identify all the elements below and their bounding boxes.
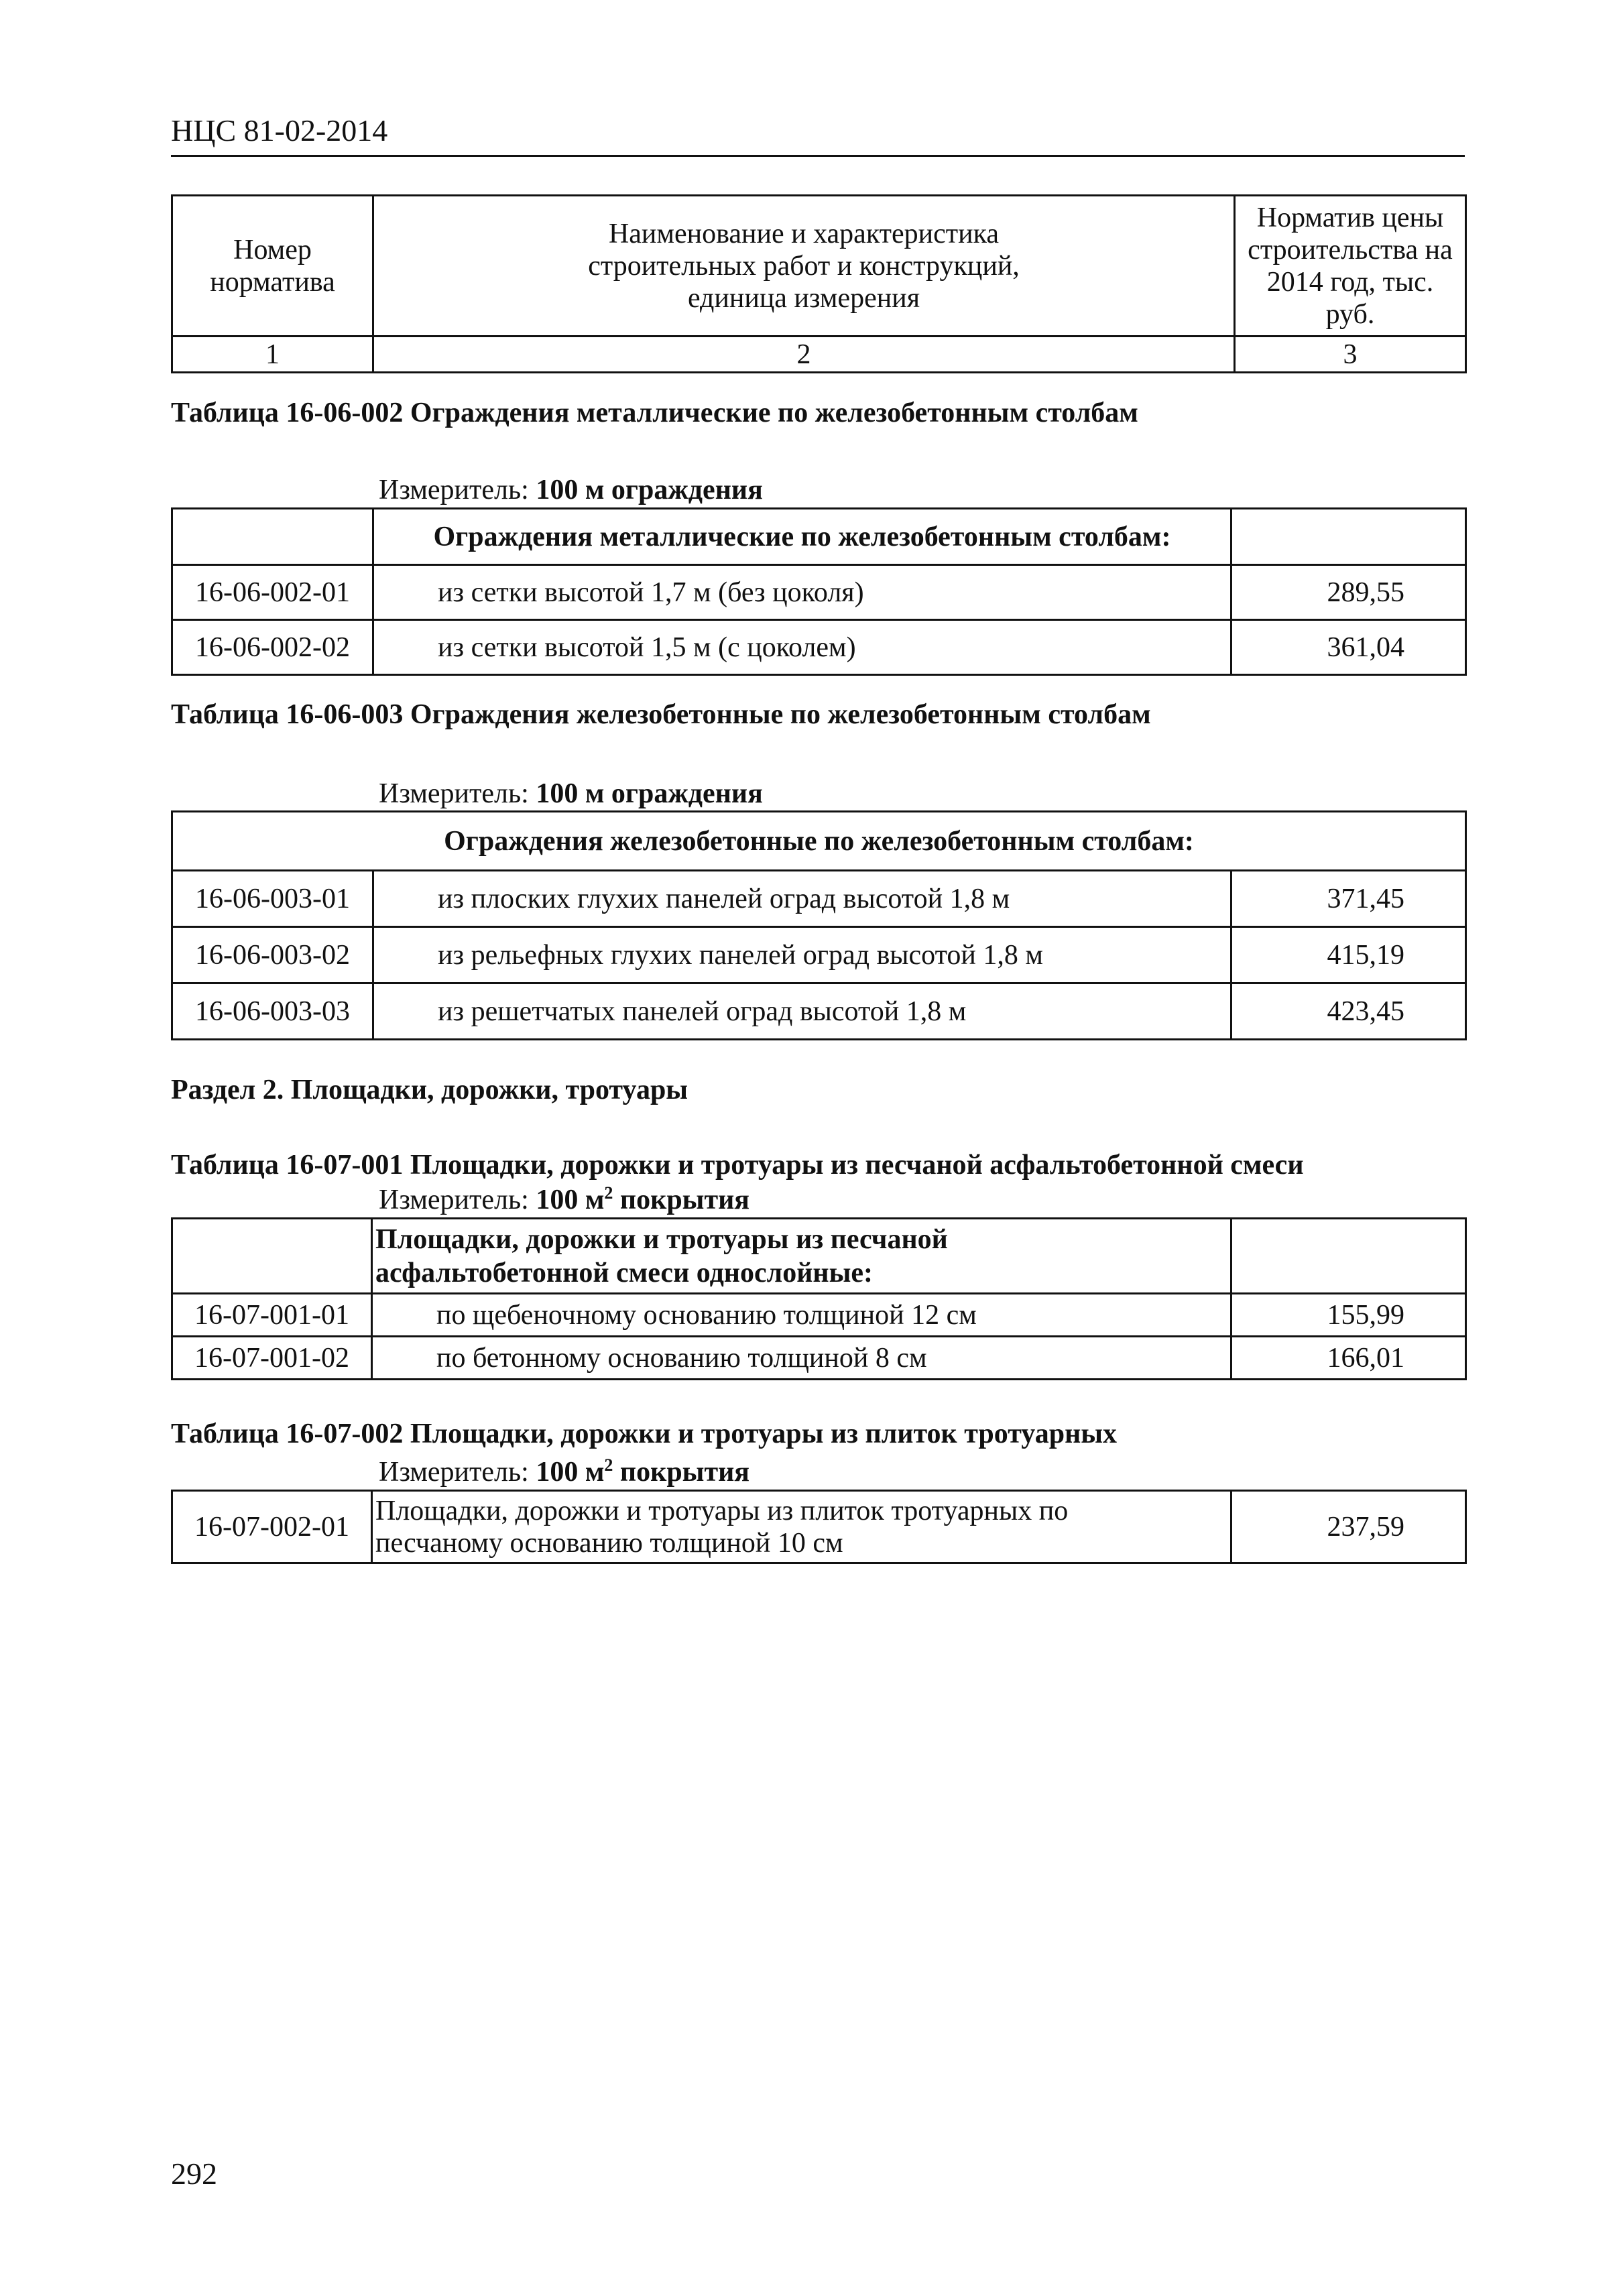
table-row — [172, 1491, 1466, 1563]
row-name: из решетчатых панелей оград высотой 1,8 м — [373, 983, 1231, 1040]
row-price: 415,19 — [1231, 927, 1466, 983]
row-price: 166,01 — [1231, 1337, 1466, 1380]
table-row — [172, 983, 1466, 1040]
table-caption-16-06-003: Таблица 16-06-003 Ограждения железобетонные по железобетонным столбам — [171, 699, 1151, 730]
row-code: 16-06-003-03 — [172, 983, 373, 1040]
column-header-table — [171, 194, 1467, 373]
unit-value: 100 м ограждения — [536, 778, 763, 809]
table-row — [172, 1337, 1466, 1380]
row-name: по щебеночному основанию толщиной 12 см — [372, 1294, 1231, 1337]
row-code: 16-06-003-02 — [172, 927, 373, 983]
unit-label: Измеритель: — [379, 1185, 529, 1215]
unit-superscript: 2 — [604, 1455, 613, 1475]
row-price: 237,59 — [1231, 1491, 1466, 1563]
document-header: НЦС 81-02-2014 — [171, 111, 1465, 157]
row-name: из сетки высотой 1,5 м (с цоколем) — [373, 620, 1231, 675]
table-row — [172, 871, 1466, 927]
page-number: 292 — [171, 2157, 217, 2191]
table-row — [172, 565, 1466, 620]
group-heading: Ограждения металлические по железобетонным столбам: — [373, 509, 1231, 565]
unit-line-16-07-001 — [379, 1183, 749, 1217]
unit-label: Измеритель: — [379, 475, 529, 505]
group-heading: Ограждения железобетонные по железобетонным столбам: — [172, 812, 1466, 871]
section-heading: Раздел 2. Площадки, дорожки, тротуары — [171, 1075, 688, 1105]
row-code: 16-07-001-02 — [172, 1337, 372, 1380]
row-code: 16-07-002-01 — [172, 1491, 372, 1563]
unit-tail: покрытия — [619, 1457, 750, 1488]
row-code: 16-06-002-01 — [172, 565, 373, 620]
unit-value: 100 м — [536, 1185, 605, 1215]
table-row — [172, 1294, 1466, 1337]
table-row — [172, 927, 1466, 983]
column-header-number: Номер норматива — [172, 196, 373, 337]
unit-tail: покрытия — [619, 1185, 750, 1215]
row-code: 16-06-002-02 — [172, 620, 373, 675]
row-name: из плоских глухих панелей оград высотой 1,8 м — [373, 871, 1231, 927]
row-price: 371,45 — [1231, 871, 1466, 927]
row-name: из рельефных глухих панелей оград высотой 1,8 м — [373, 927, 1231, 983]
row-name: Площадки, дорожки и тротуары из плиток тротуарных по песчаному основанию толщиной 10 см — [372, 1491, 1231, 1563]
row-price: 289,55 — [1231, 565, 1466, 620]
column-header-price: Норматив цены строительства на 2014 год, тыс. руб. — [1235, 196, 1466, 337]
unit-value: 100 м — [536, 1457, 605, 1488]
column-index-2: 2 — [373, 337, 1235, 373]
group-heading: Площадки, дорожки и тротуары из песчаной асфальтобетонной смеси однослойные: — [372, 1219, 1231, 1294]
table-16-06-003 — [171, 810, 1467, 1040]
row-price: 423,45 — [1231, 983, 1466, 1040]
table-caption-16-07-001: Таблица 16-07-001 Площадки, дорожки и тротуары из песчаной асфальтобетонной смеси — [171, 1150, 1304, 1181]
row-price: 155,99 — [1231, 1294, 1466, 1337]
column-index-1: 1 — [172, 337, 373, 373]
unit-line-16-06-003 — [379, 776, 763, 811]
unit-line-16-06-002 — [379, 473, 763, 507]
unit-label: Измеритель: — [379, 778, 529, 809]
unit-label: Измеритель: — [379, 1457, 529, 1488]
column-index-3: 3 — [1235, 337, 1466, 373]
unit-value: 100 м ограждения — [536, 475, 763, 505]
table-16-07-001 — [171, 1217, 1467, 1380]
unit-superscript: 2 — [604, 1183, 613, 1203]
row-name: из сетки высотой 1,7 м (без цоколя) — [373, 565, 1231, 620]
row-code: 16-07-001-01 — [172, 1294, 372, 1337]
row-price: 361,04 — [1231, 620, 1466, 675]
unit-line-16-07-002 — [379, 1455, 749, 1490]
table-row — [172, 620, 1466, 675]
row-code: 16-06-003-01 — [172, 871, 373, 927]
table-caption-16-07-002: Таблица 16-07-002 Площадки, дорожки и тротуары из плиток тротуарных — [171, 1418, 1118, 1449]
table-16-07-002 — [171, 1490, 1467, 1564]
table-16-06-002 — [171, 507, 1467, 676]
column-header-name: Наименование и характеристика строительных работ и конструкций, единица измерения — [373, 196, 1235, 337]
table-caption-16-06-002: Таблица 16-06-002 Ограждения металлические по железобетонным столбам — [171, 398, 1138, 428]
row-name: по бетонному основанию толщиной 8 см — [372, 1337, 1231, 1380]
